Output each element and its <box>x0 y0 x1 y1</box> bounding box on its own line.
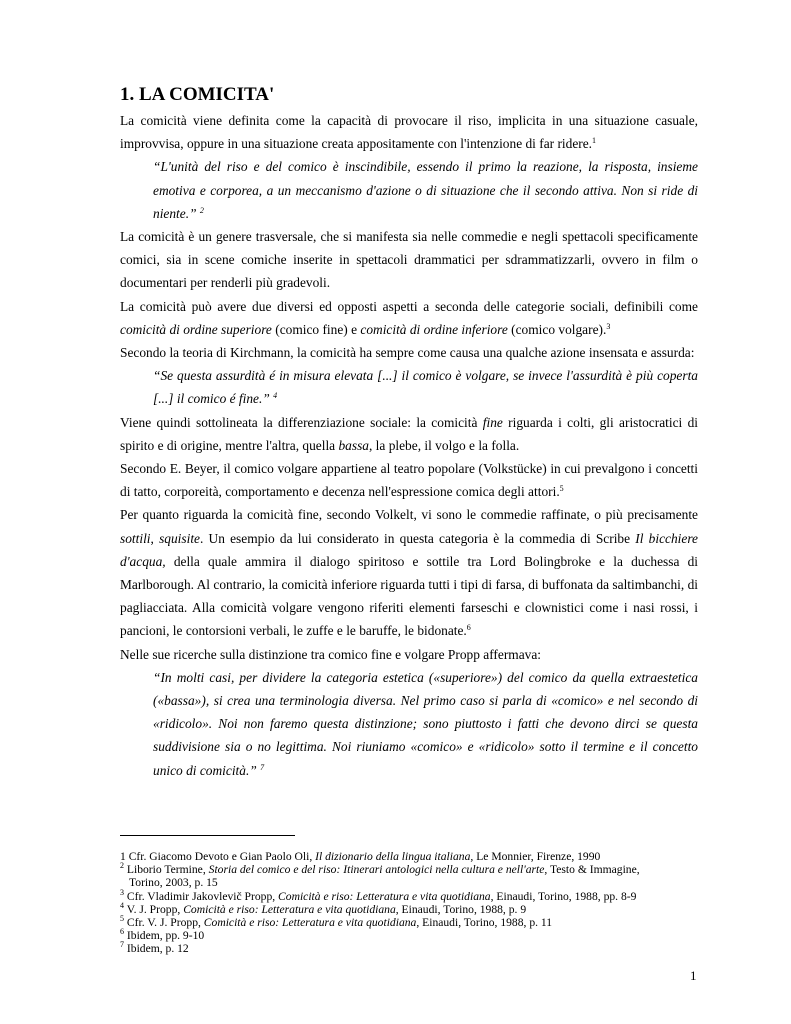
paragraph-8: Nelle sue ricerche sulla distinzione tra comico fine e volgare Propp affermava: <box>120 646 542 662</box>
page-number: 1 <box>690 968 697 983</box>
footnote-6: $^6$ Ibidem, pp. 9-10 <box>120 927 205 943</box>
footnote-ref-5[interactable]: 5 <box>559 484 564 494</box>
footnote-5: $^5$ Cfr. V. J. Propp, Comicità e riso: Letteratura e vita quotidiana, Einaudi, Torino, 1988, p. 11 <box>120 914 553 930</box>
footnote-ref-4[interactable]: 4 <box>273 391 278 401</box>
quote-2: “Se questa assurdità é in misura elevata [...] il comico è volgare, se invece l'assurdità è più coperta [...] il comico é fine.” $^4$ <box>153 368 698 407</box>
footnote-ref-1[interactable]: 1 <box>592 136 597 146</box>
paragraph-1: La comicità viene definita come la capacità di provocare il riso, implicita in una situazione casuale, improvvisa, oppure in una situazione creata appositamente con l'intenzione di far ridere.$^1$ <box>120 113 698 152</box>
footnote-1: 1 Cfr. Giacomo Devoto e Gian Paolo Oli, Il dizionario della lingua italiana, Le Monnier, Firenze, 1990 <box>120 850 601 863</box>
footnote-ref-2[interactable]: 2 <box>199 205 204 215</box>
paragraph-5: Viene quindi sottolineata la differenziazione sociale: la comicità fine riguarda i colti, gli aristocratici di spirito e di origine, mentre l'altra, quella bassa, la plebe, il volgo e la folla. <box>120 414 698 453</box>
paragraph-7: Per quanto riguarda la comicità fine, secondo Volkelt, vi sono le commedie raffinate, o più precisamente sottili, squisite. Un esempio da lui considerato in questa categoria è la commedia di Scribe Il bicchiere d'acqua, della quale ammira il dialogo spiritoso e sottile tra Lord Bolingbroke e la duchessa di Marlborough. Al contrario, la comicità inferiore riguarda tutti i tipi di farsa, di buffonata da saltimbanchi, di pagliacciata. Alla comicità volgare vengono riferiti elementi farseschi e clownistici come i nasi rossi, i pancioni, le contorsioni verbali, le zuffe e le baruffe, le bidonate.$^6$ <box>120 507 698 639</box>
footnote-4: $^4$ V. J. Propp, Comicità e riso: Letteratura e vita quotidiana, Einaudi, Torino, 1988, p. 9 <box>120 900 527 916</box>
footnote-ref-3[interactable]: 3 <box>606 321 611 331</box>
footnote-2-continuation: Torino, 2003, p. 15 <box>129 876 218 890</box>
paragraph-3: La comicità può avere due diversi ed opposti aspetti a seconda delle categorie sociali, definibili come comicità di ordine superiore (comico fine) e comicità di ordine inferiore (comico volgare).$^3$ <box>120 298 698 337</box>
footnote-ref-6[interactable]: 6 <box>466 623 471 633</box>
paragraph-4: Secondo la teoria di Kirchmann, la comicità ha sempre come causa una qualche azione insensata e assurda: <box>120 345 695 361</box>
footnote-3: $^3$ Cfr. Vladimir Jakovlevič Propp, Comicità e riso: Letteratura e vita quotidiana, Einaudi, Torino, 1988, pp. 8-9 <box>120 887 637 903</box>
body-text <box>120 109 698 782</box>
quote-1: “L'unità del riso e del comico è inscindibile, essendo il primo la reazione, la risposta, insieme emotiva e corporea, a un meccanismo d'azione o di situazione che il secondo attiva. Non si ride di niente.” $^2$ <box>153 159 698 221</box>
quote-3: “In molti casi, per dividere la categoria estetica («superiore») del comico da quella extraestetica («bassa»), si crea una terminologia diversa. Nel primo caso si parla di «comico» e nel secondo di «ridicolo». Noi non faremo questa distinzione; sono piuttosto i fatti che devono dirci se questa suddivisione sia o no legittima. Noi riuniamo «comico» e «ridicolo» sotto il termine e il concetto unico di comicità.” $^7$ <box>153 669 698 778</box>
footnote-ref-7[interactable]: 7 <box>260 762 265 772</box>
paragraph-6: Secondo E. Beyer, il comico volgare appartiene al teatro popolare (Volkstücke) in cui prevalgono i concetti di tatto, corporeità, comportamento e decenza nell'espressione comica degli attori.$^5$ <box>120 461 698 500</box>
paragraph-2: La comicità è un genere trasversale, che si manifesta sia nelle commedie e negli spettacoli specificamente comici, sia in scene comiche inserite in spettacoli drammatici per sdrammatizzarli, ovvero in film o documentari per renderli più gradevoli. <box>120 229 698 291</box>
chapter-heading: 1. LA COMICITA' <box>120 84 275 105</box>
footnote-7: $^7$ Ibidem, p. 12 <box>120 940 189 956</box>
footnote-2: $^2$ Liborio Termine, Storia del comico e del riso: Itinerari antologici nella cultura e nell'arte, Testo & Immagine, <box>120 861 640 877</box>
footnotes <box>120 850 700 956</box>
footnote-separator <box>120 835 295 836</box>
